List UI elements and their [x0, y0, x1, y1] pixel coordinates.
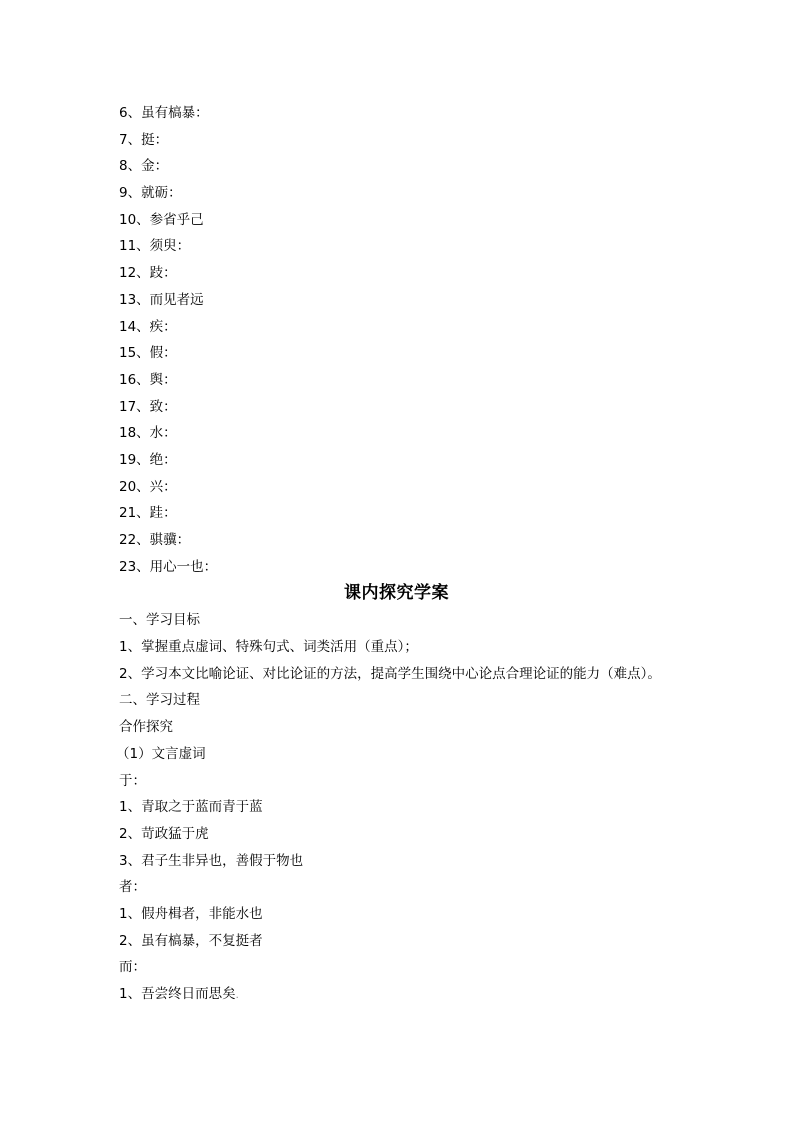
er-label: 而： [119, 959, 146, 976]
vocab-item: 17、致： [119, 398, 177, 415]
vocab-item: 7、挺： [119, 131, 169, 148]
vocab-item: 15、假： [119, 345, 177, 362]
vocab-item: 20、兴： [119, 478, 177, 495]
vocab-item: 21、跬： [119, 505, 177, 522]
vocab-item: 9、就砺： [119, 185, 182, 202]
goal-item: 2、学习本文比喻论证、对比论证的方法，提高学生围绕中心论点合理论证的能力（难点）。 [119, 665, 661, 682]
sub-heading: （1）文言虚词 [116, 745, 206, 762]
vocab-item: 10、参省乎己 [119, 211, 204, 228]
vocab-item: 11、须臾： [119, 238, 191, 255]
vocab-item: 12、跂： [119, 265, 177, 282]
vocab-item: 16、舆： [119, 371, 177, 388]
er-item [119, 981, 719, 1008]
yu-item: 1、青取之于蓝而青于蓝 [119, 799, 263, 816]
er-item-mark: . [235, 990, 239, 1001]
goals-heading: 一、学习目标 [119, 612, 200, 629]
zhe-item: 2、虽有槁暴，不复挺者 [119, 932, 263, 949]
goal-item: 1、掌握重点虚词、特殊句式、词类活用（重点）； [119, 639, 418, 656]
zhe-label: 者： [119, 879, 146, 896]
vocab-item: 22、骐骥： [119, 532, 191, 548]
vocab-item: 19、绝： [119, 451, 177, 468]
section-title: 课内探究学案 [344, 583, 449, 604]
vocab-item: 14、疾： [119, 318, 177, 335]
vocab-item: 23、用心一也： [119, 558, 218, 575]
vocab-item: 8、金： [119, 158, 169, 175]
vocab-item: 13、而见者远 [119, 291, 204, 308]
er-item-text: 1、吾尝终日而思矣 [119, 986, 236, 1002]
vocab-item: 18、水： [119, 425, 177, 442]
coop-heading: 合作探究 [119, 719, 173, 736]
process-heading: 二、学习过程 [119, 692, 200, 709]
vocab-item: 6、虽有槁暴： [119, 105, 209, 121]
yu-item: 3、君子生非异也，善假于物也 [119, 852, 304, 869]
document-page [116, 100, 719, 1008]
zhe-item: 1、假舟楫者，非能水也 [119, 905, 263, 922]
yu-label: 于： [119, 772, 146, 789]
yu-item: 2、苛政猛于虎 [119, 825, 209, 842]
